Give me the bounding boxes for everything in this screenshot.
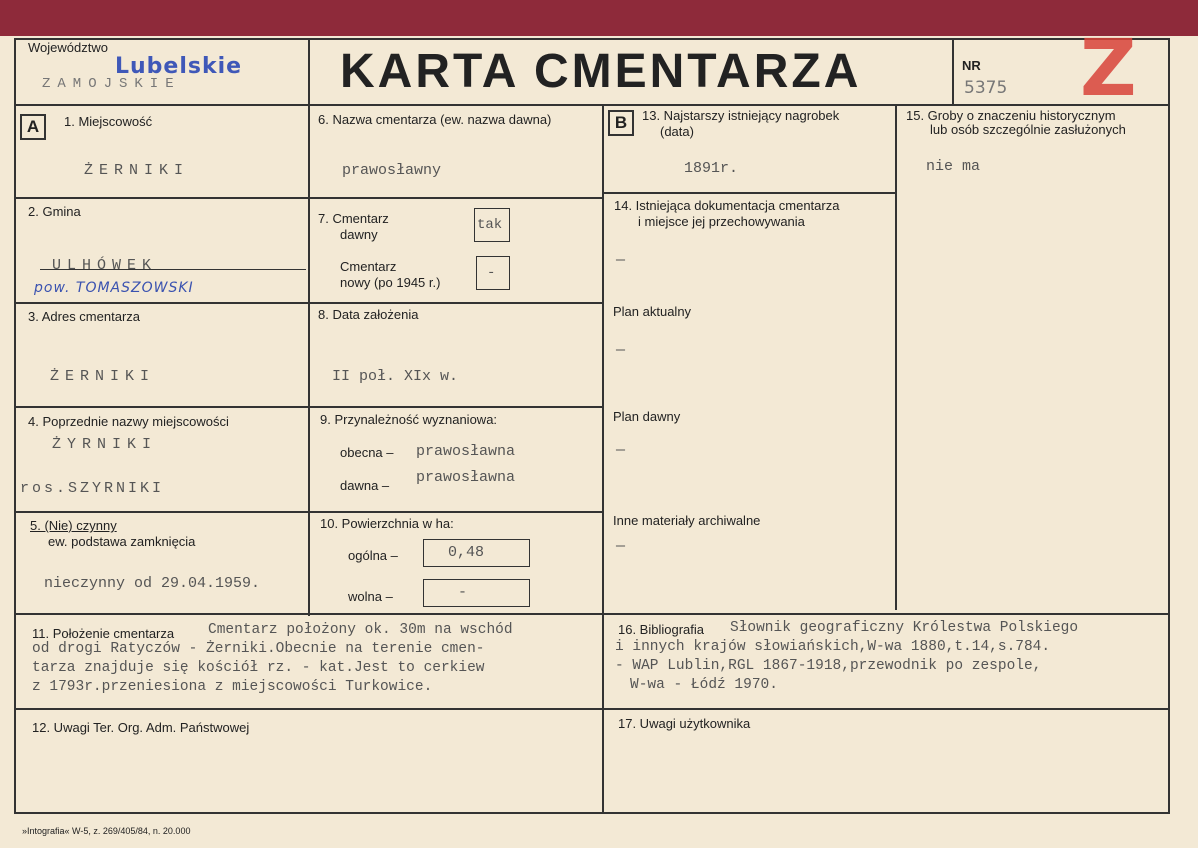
field-17-label: 17. Uwagi użytkownika — [618, 716, 751, 731]
inne-materialy-value: — — [616, 538, 626, 555]
field-11-line-1: Cmentarz położony ok. 30m na wschód — [208, 622, 513, 638]
field-13-label: 13. Najstarszy istniejący nagrobek — [642, 108, 840, 123]
field-16-line-2: i innych krajów słowiańskich,W-wa 1880,t.14,s.784. — [615, 639, 1051, 655]
plan-aktualny-label: Plan aktualny — [613, 304, 692, 319]
section-b-letter: B — [608, 110, 634, 136]
section-a-letter: A — [20, 114, 46, 140]
field-2-note: pow. TOMASZOWSKI — [34, 280, 194, 296]
field-7-nowy-value: - — [487, 265, 496, 281]
divider — [952, 38, 954, 104]
field-5-sublabel: ew. podstawa zamknięcia — [48, 534, 196, 549]
divider — [14, 708, 1170, 710]
divider — [14, 613, 1170, 615]
field-8-value: II poł. XIx w. — [332, 368, 459, 385]
cemetery-card — [0, 24, 1198, 848]
field-11-line-4: z 1793r.przeniesiona z miejscowości Turkowice. — [32, 679, 433, 695]
field-4-label: 4. Poprzednie nazwy miejscowości — [28, 414, 229, 429]
divider — [14, 511, 604, 513]
nr-value: 5375 — [964, 78, 1008, 98]
field-16-line-4: W-wa - Łódź 1970. — [630, 677, 778, 693]
plan-dawny-label: Plan dawny — [613, 409, 681, 424]
field-1-label: 1. Miejscowość — [64, 114, 153, 129]
divider — [14, 104, 1170, 106]
field-10-wolna-value: - — [458, 584, 468, 601]
field-13-value: 1891r. — [684, 160, 739, 177]
wojewodztwo-stamp: Lubelskie — [115, 54, 243, 79]
red-mark: Z — [1080, 24, 1137, 114]
field-5-label: 5. (Nie) czynny — [30, 518, 117, 533]
field-8-label: 8. Data założenia — [318, 307, 419, 322]
top-binding-band — [0, 0, 1198, 36]
field-3-label: 3. Adres cmentarza — [28, 309, 140, 324]
divider — [603, 192, 896, 194]
field-16-line-1: Słownik geograficzny Królestwa Polskiego — [730, 620, 1079, 636]
divider — [14, 406, 604, 408]
field-12-label: 12. Uwagi Ter. Org. Adm. Państwowej — [32, 720, 250, 735]
field-15-sublabel: lub osób szczególnie zasłużonych — [930, 122, 1126, 137]
field-10-ogolna-box — [423, 539, 530, 567]
field-15-label: 15. Groby o znaczeniu historycznym — [906, 108, 1116, 123]
field-9-label: 9. Przynależność wyznaniowa: — [320, 412, 498, 427]
divider — [14, 197, 604, 199]
field-14-label: 14. Istniejąca dokumentacja cmentarza — [614, 198, 840, 213]
field-5-value: nieczynny od 29.04.1959. — [44, 575, 261, 592]
field-9-obecna-value: prawosławna — [416, 443, 516, 460]
field-7-dawny-label: dawny — [340, 227, 378, 242]
field-4-value-2: ros.SZYRNIKI — [20, 480, 165, 497]
divider — [308, 38, 310, 616]
field-3-value: ŻERNIKI — [50, 368, 156, 385]
field-6-label: 6. Nazwa cmentarza (ew. nazwa dawna) — [318, 112, 552, 127]
field-10-wolna-label: wolna – — [348, 589, 393, 604]
field-10-wolna-box — [423, 579, 530, 607]
field-11-line-2: od drogi Ratyczów - Żerniki.Obecnie na terenie cmen- — [32, 641, 485, 657]
field-2-value: ULHÓWEK — [52, 257, 158, 274]
field-13-sublabel: (data) — [660, 124, 694, 139]
field-7-dawny-box — [474, 208, 510, 242]
divider — [14, 302, 604, 304]
field-10-ogolna-value: 0,48 — [448, 544, 485, 561]
field-14-sublabel: i miejsce jej przechowywania — [638, 214, 805, 229]
field-9-dawna-value: prawosławna — [416, 469, 516, 486]
print-info: »Intografia« W-5, z. 269/405/84, n. 20.000 — [22, 826, 191, 836]
field-16-label: 16. Bibliografia — [618, 622, 704, 637]
field-2-label: 2. Gmina — [28, 204, 81, 219]
field-14-value: — — [616, 252, 626, 269]
field-1-value: ŻERNIKI — [84, 162, 190, 179]
field-9-dawna-label: dawna – — [340, 478, 390, 493]
plan-aktualny-value: — — [616, 342, 626, 359]
inne-materialy-label: Inne materiały archiwalne — [613, 513, 761, 528]
field-9-obecna-label: obecna – — [340, 445, 394, 460]
nr-label: NR — [962, 58, 981, 73]
field-4-value-1: ŻYRNIKI — [52, 436, 158, 453]
field-7-label: 7. Cmentarz — [318, 211, 389, 226]
field-10-label: 10. Powierzchnia w ha: — [320, 516, 454, 531]
field-11-label: 11. Położenie cmentarza — [32, 626, 175, 641]
divider — [895, 104, 897, 610]
field-7-nowy-sublabel: nowy (po 1945 r.) — [340, 275, 441, 290]
field-6-value: prawosławny — [342, 162, 442, 179]
field-15-value: nie ma — [926, 158, 981, 175]
field-7-nowy-label: Cmentarz — [340, 259, 397, 274]
plan-dawny-value: — — [616, 442, 626, 459]
wojewodztwo-label: Województwo — [28, 40, 108, 55]
field-7-nowy-box — [476, 256, 510, 290]
card-title: KARTA CMENTARZA — [340, 45, 862, 98]
field-7-dawny-value: tak — [477, 217, 503, 233]
field-11-line-3: tarza znajduje się kościół rz. - kat.Jest to cerkiew — [32, 660, 485, 676]
field-10-ogolna-label: ogólna – — [348, 548, 398, 563]
wojewodztwo-typed: ZAMOJSKIE — [42, 76, 181, 92]
field-16-line-3: - WAP Lublin,RGL 1867-1918,przewodnik po zespole, — [615, 658, 1042, 674]
